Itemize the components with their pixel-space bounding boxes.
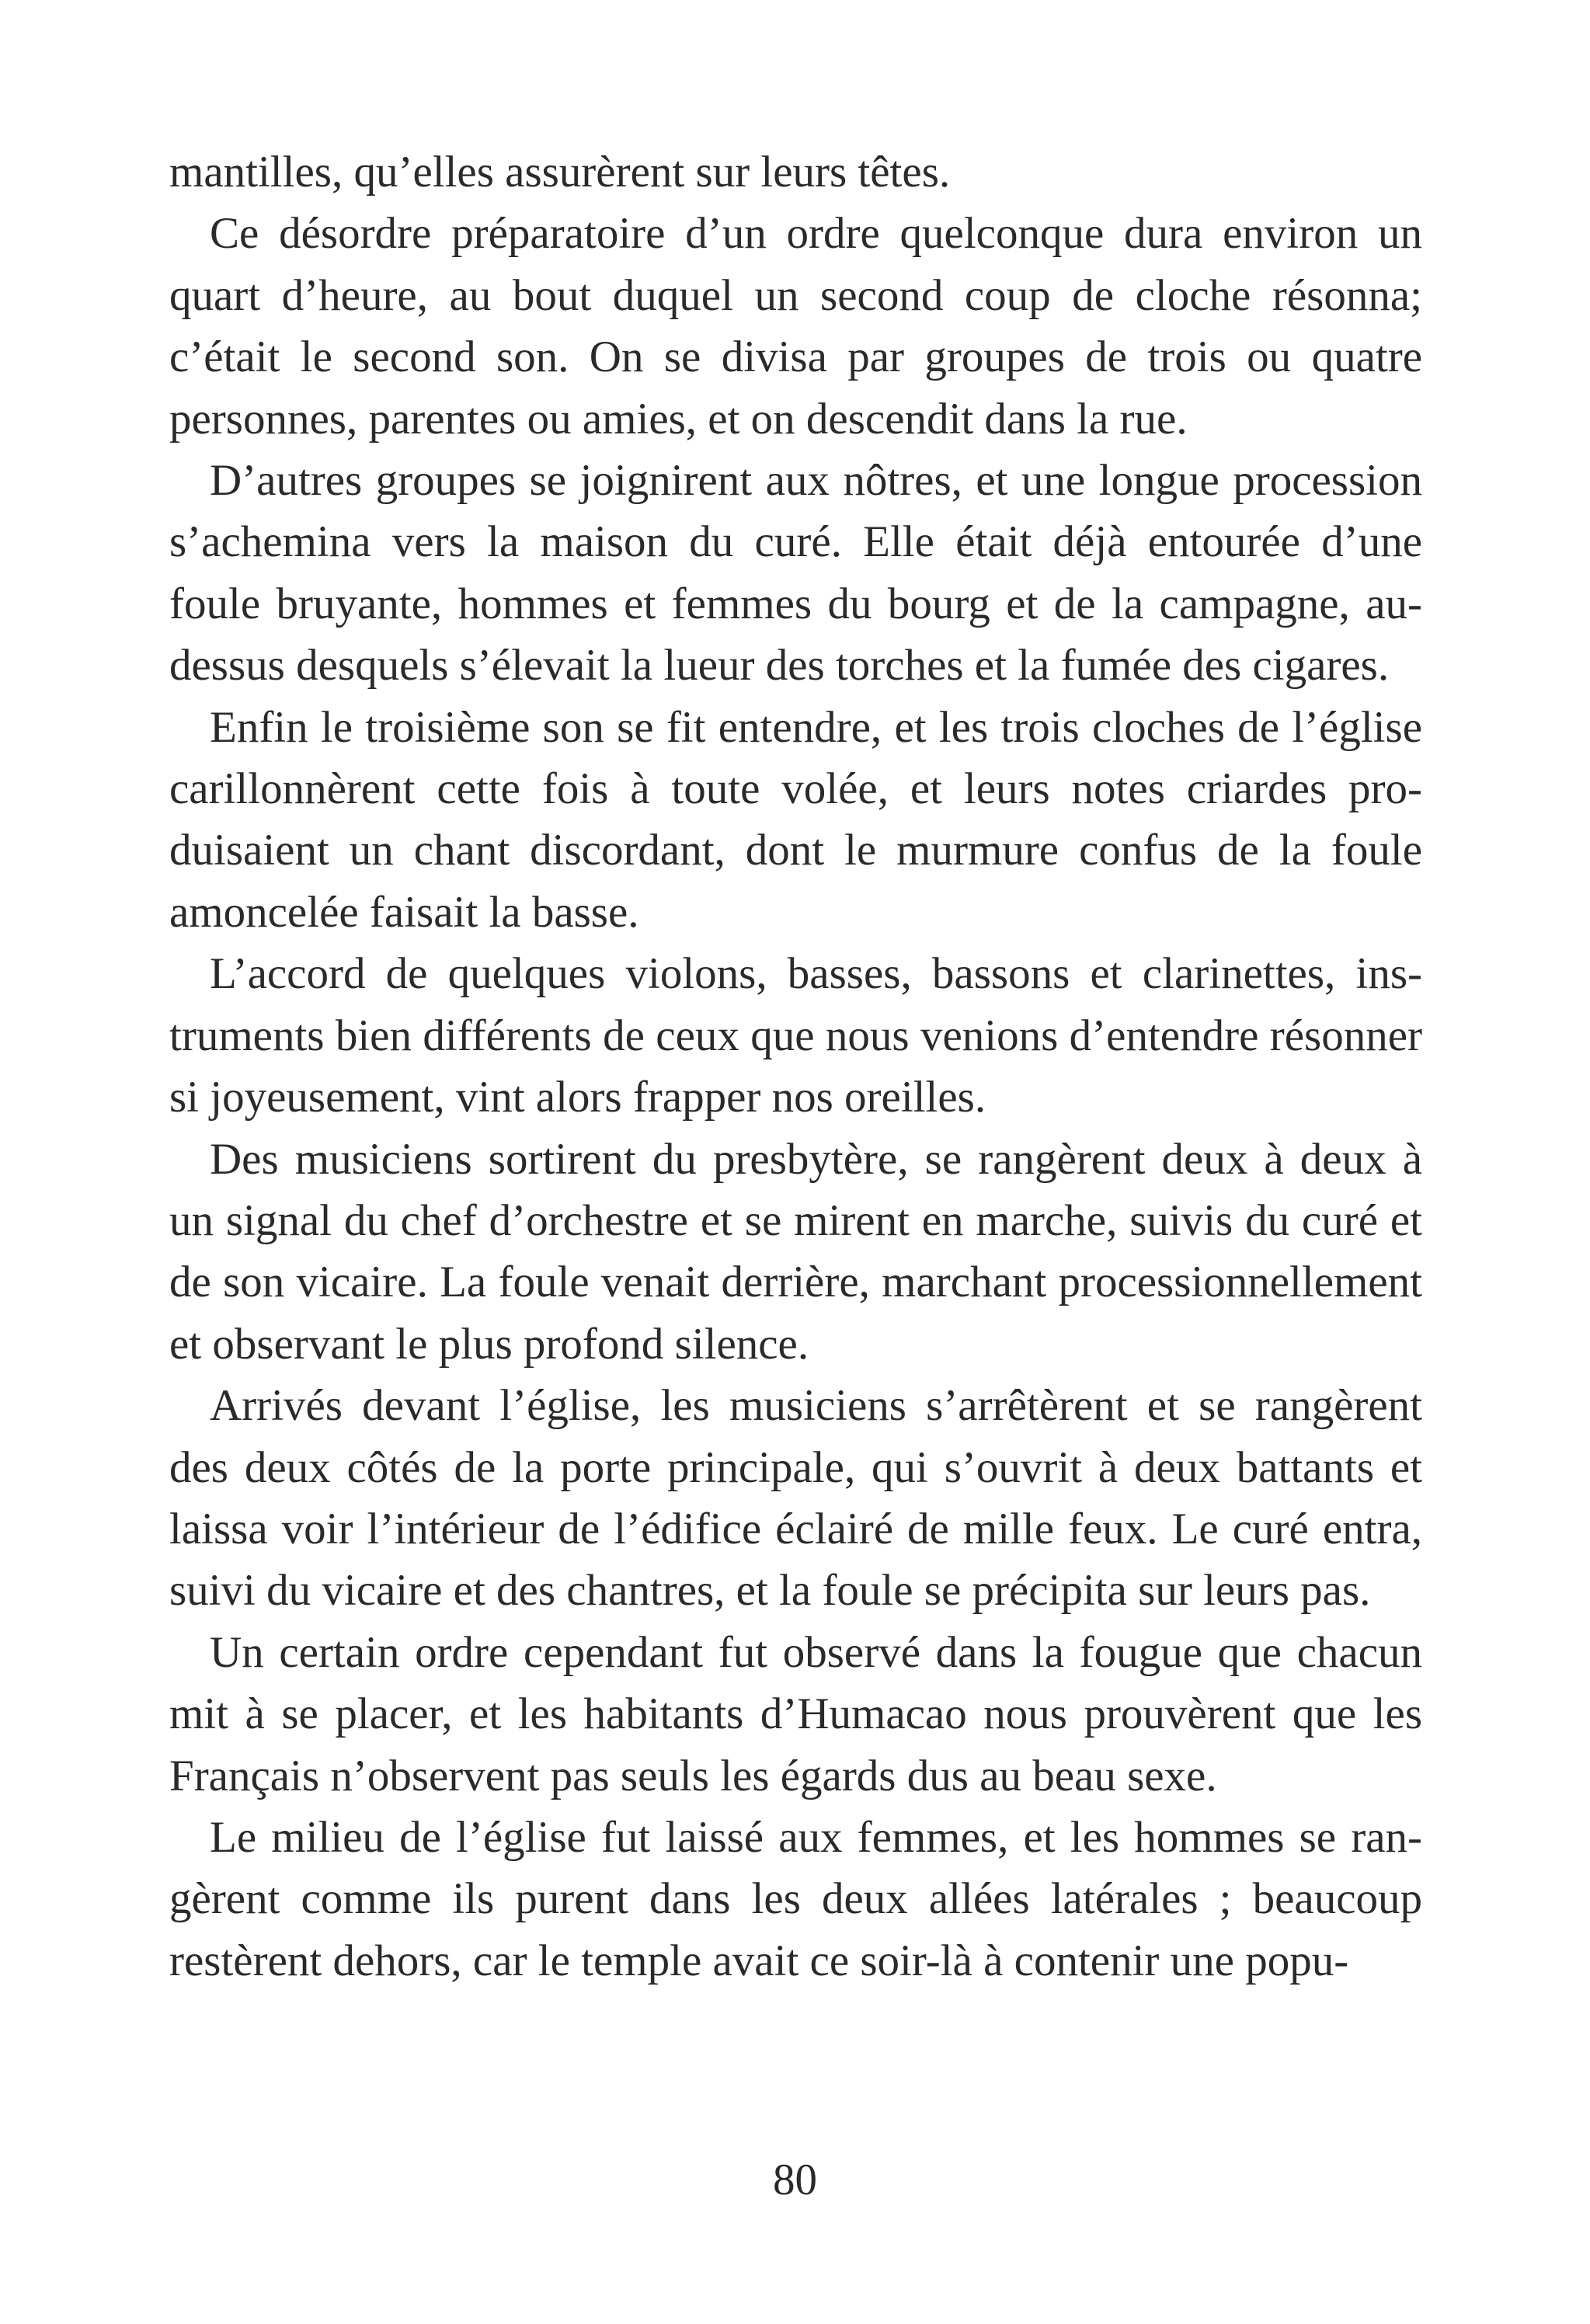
paragraph: Un certain ordre cependant fut observé dans la fougue que chacun mit à se placer, et les habitants d’Humacao nous prouvèrent que les Français n’observent pas seuls les égards dus au beau sexe.: [169, 1627, 1422, 1800]
paragraph: Enfin le troisième son se fit entendre, et les trois cloches de l’église carillonnèrent cette fois à toute volée, et leurs notes criardes produisaient un chant discordant, dont le murmure confus de la foule amoncelée faisait la basse.: [169, 702, 1422, 937]
paragraph: Arrivés devant l’église, les musiciens s’arrêtèrent et se rangèrent des deux côtés de la porte principale, qui s’ouvrit à deux battants et laissa voir l’intérieur de l’édifice éclairé de mille feux. Le curé entra, suivi du vicaire et des chantres, et la foule se précipita sur leurs pas.: [169, 1381, 1422, 1616]
paragraph: Ce désordre préparatoire d’un ordre quelconque dura environ un quart d’heure, au bout duquel un second coup de cloche résonna; c’était le second son. On se divisa par groupes de trois ou quatre personnes, parentes ou amies, et on descendit dans la rue.: [169, 209, 1422, 444]
paragraph: Le milieu de l’église fut laissé aux femmes, et les hommes se rangèrent comme ils purent dans les deux allées latérales ; beaucoup restèrent dehors, car le temple avait ce soir-là à contenir une popu-: [169, 1812, 1422, 1985]
paragraph: Des musiciens sortirent du presbytère, se rangèrent deux à deux à un signal du chef d’orchestre et se mirent en marche, suivis du curé et de son vicaire. La foule venait derrière, marchant processionnellement et observant le plus profond silence.: [169, 1134, 1422, 1369]
paragraph: D’autres groupes se joignirent aux nôtres, et une longue procession s’achemina vers la maison du curé. Elle était déjà entourée d’une foule bruyante, hommes et femmes du bourg et de la campagne, au-dessus desquels s’élevait la lueur des torches et la fumée des cigares.: [169, 456, 1422, 691]
body-text: [169, 141, 1422, 1992]
page-number: 80: [773, 2155, 817, 2204]
paragraph: L’accord de quelques violons, basses, bassons et clarinettes, instruments bien différents de ceux que nous venions d’entendre résonner si joyeusement, vint alors frapper nos oreilles.: [169, 949, 1422, 1122]
paragraph-continuation: mantilles, qu’elles assurèrent sur leurs têtes.: [169, 148, 951, 197]
